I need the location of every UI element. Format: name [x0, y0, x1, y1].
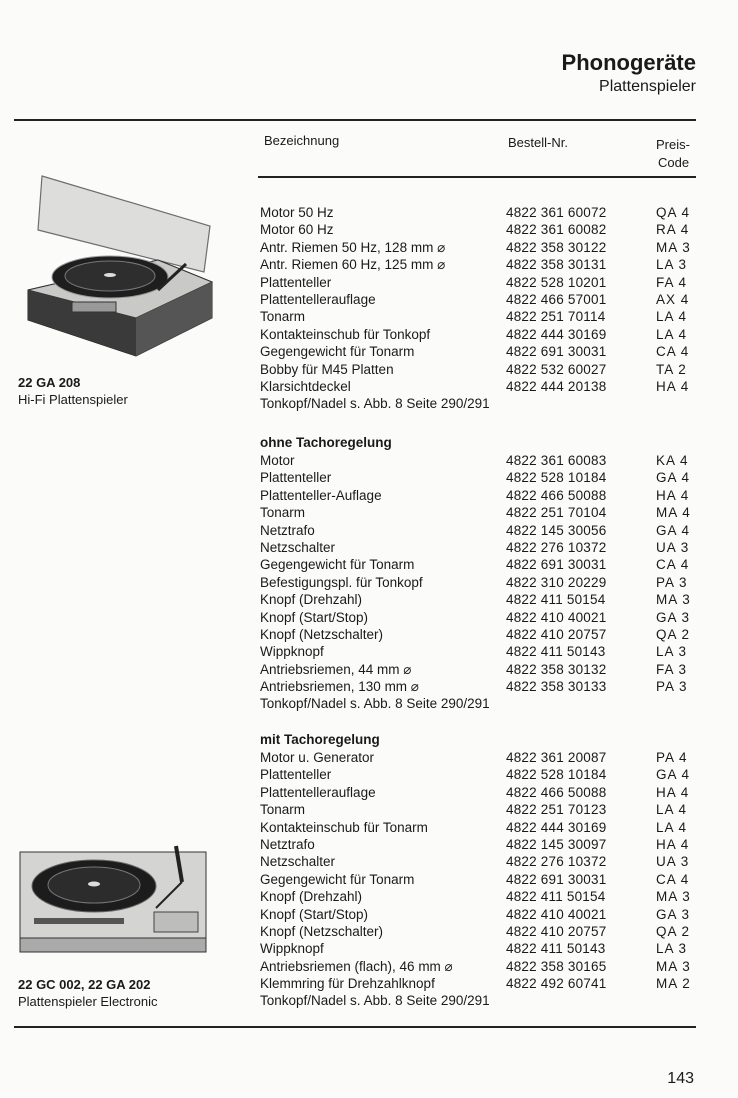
part-order-number: 4822 358 30133	[506, 679, 607, 695]
part-price-code: UA 3	[656, 854, 690, 870]
part-row	[260, 574, 700, 591]
part-row	[260, 766, 700, 783]
part-price-code: QA 2	[656, 626, 691, 642]
part-price-code: TA 2	[656, 361, 687, 377]
part-designation: Tonarm	[260, 505, 306, 521]
part-price-code: HA 4	[656, 784, 690, 800]
part-row	[260, 678, 700, 695]
part-designation: Netztrafo	[260, 836, 315, 852]
part-order-number: 4822 444 30169	[506, 819, 607, 835]
caption-model: 22 GA 208	[18, 375, 81, 390]
part-row	[260, 204, 700, 221]
part-price-code: MA 2	[656, 976, 691, 992]
part-designation: Motor	[260, 453, 295, 468]
part-price-code: CA 4	[656, 871, 690, 887]
part-order-number: 4822 361 60083	[506, 453, 607, 468]
part-price-code: FA 3	[656, 661, 688, 677]
part-price-code: GA 4	[656, 470, 691, 486]
part-row	[260, 871, 700, 888]
part-designation: Knopf (Drehzahl)	[260, 592, 363, 608]
part-designation: Kontakteinschub für Tonarm	[260, 819, 428, 835]
part-row	[260, 749, 700, 766]
part-order-number: 4822 466 57001	[506, 291, 607, 307]
part-row	[260, 378, 700, 395]
part-row	[260, 591, 700, 608]
part-row	[260, 626, 700, 643]
part-order-number: 4822 466 50088	[506, 487, 607, 503]
part-row	[260, 221, 700, 238]
part-designation: Netztrafo	[260, 522, 315, 538]
part-price-code: QA 2	[656, 923, 691, 939]
part-order-number: 4822 492 60741	[506, 976, 607, 992]
part-designation: Knopf (Netzschalter)	[260, 626, 384, 642]
part-price-code: UA 3	[656, 539, 690, 555]
parts-section-mit-tachoregelung	[260, 731, 700, 1009]
part-designation: Knopf (Drehzahl)	[260, 889, 363, 905]
part-order-number: 4822 410 20757	[506, 923, 607, 939]
part-price-code: CA 4	[656, 557, 690, 573]
part-order-number: 4822 276 10372	[506, 539, 607, 555]
part-designation: Motor 50 Hz	[260, 205, 334, 220]
part-order-number: 4822 466 50088	[506, 784, 607, 800]
part-price-code: GA 3	[656, 906, 691, 922]
part-price-code: LA 3	[656, 257, 688, 273]
part-row	[260, 661, 700, 678]
part-row	[260, 801, 700, 818]
part-designation: Tonarm	[260, 802, 306, 818]
part-price-code: GA 3	[656, 609, 691, 625]
part-designation: Gegengewicht für Tonarm	[260, 557, 415, 573]
part-order-number: 4822 528 10201	[506, 274, 607, 290]
part-price-code: CA 4	[656, 344, 690, 360]
part-order-number: 4822 444 30169	[506, 326, 607, 342]
part-order-number: 4822 251 70123	[506, 802, 607, 818]
part-designation: Plattenteller	[260, 274, 332, 290]
part-order-number: 4822 361 20087	[506, 750, 607, 765]
part-price-code: MA 4	[656, 505, 691, 521]
part-designation: Plattentellerauflage	[260, 291, 376, 307]
top-rule	[14, 119, 696, 121]
part-price-code: KA 4	[656, 453, 689, 468]
part-designation: Klemmring für Drehzahlknopf	[260, 976, 435, 992]
part-price-code: MA 3	[656, 958, 691, 974]
part-price-code: LA 3	[656, 644, 688, 660]
part-row	[260, 274, 700, 291]
part-row	[260, 958, 700, 975]
part-designation: Plattenteller	[260, 470, 332, 486]
part-designation: Wippknopf	[260, 644, 324, 660]
part-price-code: LA 4	[656, 819, 688, 835]
page-title: Phonogeräte	[561, 50, 696, 75]
part-price-code: HA 4	[656, 378, 690, 394]
part-order-number: 4822 145 30097	[506, 836, 607, 852]
part-order-number: 4822 145 30056	[506, 522, 607, 538]
parts-section-ohne-tachoregelung	[260, 434, 700, 712]
part-designation: Netzschalter	[260, 854, 336, 870]
part-price-code: MA 3	[656, 592, 691, 608]
part-price-code: LA 4	[656, 309, 688, 325]
page-subtitle: Plattenspieler	[599, 78, 696, 95]
part-order-number: 4822 528 10184	[506, 470, 607, 486]
part-designation: Bobby für M45 Platten	[260, 361, 394, 377]
part-row	[260, 556, 700, 573]
column-header-price-code-1: Preis-	[656, 137, 690, 152]
part-price-code: RA 4	[656, 222, 690, 238]
part-designation: Tonarm	[260, 309, 306, 325]
part-designation: Gegengewicht für Tonarm	[260, 871, 415, 887]
part-order-number: 4822 361 60082	[506, 222, 607, 238]
part-row	[260, 888, 700, 905]
part-price-code: MA 3	[656, 889, 691, 905]
part-order-number: 4822 276 10372	[506, 854, 607, 870]
part-row	[260, 609, 700, 626]
part-price-code: LA 4	[656, 326, 688, 342]
part-price-code: GA 4	[656, 522, 691, 538]
page-number: 143	[667, 1070, 694, 1087]
part-designation: Klarsichtdeckel	[260, 378, 351, 394]
part-row	[260, 853, 700, 870]
caption-model: 22 GC 002, 22 GA 202	[18, 977, 151, 992]
part-price-code: PA 4	[656, 750, 688, 765]
part-price-code: GA 4	[656, 767, 691, 783]
part-order-number: 4822 691 30031	[506, 344, 607, 360]
part-price-code: QA 4	[656, 205, 691, 220]
part-order-number: 4822 410 40021	[506, 609, 607, 625]
part-designation: Knopf (Start/Stop)	[260, 906, 369, 922]
part-price-code: PA 3	[656, 679, 688, 695]
part-row	[260, 343, 700, 360]
part-designation: Antriebsriemen, 130 mm ⌀	[260, 679, 419, 695]
part-designation: Knopf (Start/Stop)	[260, 609, 369, 625]
part-row	[260, 940, 700, 957]
part-order-number: 4822 358 30131	[506, 257, 607, 273]
section-heading: mit Tachoregelung	[260, 732, 380, 747]
part-order-number: 4822 528 10184	[506, 767, 607, 783]
section-note: Tonkopf/Nadel s. Abb. 8 Seite 290/291	[260, 993, 490, 1009]
part-order-number: 4822 691 30031	[506, 871, 607, 887]
part-price-code: LA 3	[656, 941, 688, 957]
part-row	[260, 784, 700, 801]
part-row	[260, 975, 700, 992]
section-heading: ohne Tachoregelung	[260, 435, 392, 450]
part-row	[260, 256, 700, 273]
turntable-photo-22ga208	[18, 172, 218, 360]
caption-22gc002	[18, 976, 157, 1010]
part-designation: Plattenteller-Auflage	[260, 487, 382, 503]
part-designation: Plattentellerauflage	[260, 784, 376, 800]
part-row	[260, 836, 700, 853]
part-row	[260, 923, 700, 940]
part-order-number: 4822 444 20138	[506, 378, 607, 394]
part-price-code: LA 4	[656, 802, 688, 818]
part-order-number: 4822 532 60027	[506, 361, 607, 377]
part-designation: Antr. Riemen 50 Hz, 128 mm ⌀	[260, 239, 446, 255]
part-row	[260, 326, 700, 343]
section-note: Tonkopf/Nadel s. Abb. 8 Seite 290/291	[260, 696, 490, 712]
part-designation: Wippknopf	[260, 941, 324, 957]
part-order-number: 4822 411 50143	[506, 941, 606, 957]
column-header-price-code-2: Code	[658, 155, 690, 170]
part-row	[260, 469, 700, 486]
part-order-number: 4822 691 30031	[506, 557, 607, 573]
part-row	[260, 487, 700, 504]
part-order-number: 4822 410 40021	[506, 906, 607, 922]
part-designation: Netzschalter	[260, 539, 336, 555]
part-price-code: MA 3	[656, 239, 691, 255]
part-order-number: 4822 251 70114	[506, 309, 606, 325]
part-row	[260, 819, 700, 836]
section-note: Tonkopf/Nadel s. Abb. 8 Seite 290/291	[260, 396, 490, 412]
part-designation: Knopf (Netzschalter)	[260, 923, 384, 939]
part-order-number: 4822 358 30122	[506, 239, 607, 255]
part-row	[260, 643, 700, 660]
part-order-number: 4822 358 30132	[506, 661, 607, 677]
part-row	[260, 452, 700, 469]
part-row	[260, 291, 700, 308]
part-row	[260, 522, 700, 539]
part-designation: Antriebsriemen (flach), 46 mm ⌀	[260, 958, 453, 974]
part-price-code: AX 4	[656, 291, 690, 307]
part-row	[260, 906, 700, 923]
part-row	[260, 504, 700, 521]
part-row	[260, 539, 700, 556]
bottom-rule	[14, 1026, 696, 1028]
part-designation: Antriebsriemen, 44 mm ⌀	[260, 661, 412, 677]
part-order-number: 4822 411 50143	[506, 644, 606, 660]
part-row	[260, 239, 700, 256]
caption-22ga208	[18, 374, 128, 408]
column-header-order-no: Bestell-Nr.	[508, 135, 568, 150]
part-order-number: 4822 411 50154	[506, 592, 606, 608]
part-order-number: 4822 358 30165	[506, 958, 607, 974]
part-designation: Befestigungspl. für Tonkopf	[260, 574, 423, 590]
part-price-code: FA 4	[656, 274, 688, 290]
part-order-number: 4822 310 20229	[506, 574, 607, 590]
part-designation: Motor u. Generator	[260, 750, 375, 765]
part-designation: Gegengewicht für Tonarm	[260, 344, 415, 360]
turntable-photo-22gc002	[14, 842, 214, 960]
caption-desc: Plattenspieler Electronic	[18, 994, 158, 1009]
part-row	[260, 361, 700, 378]
part-order-number: 4822 411 50154	[506, 889, 606, 905]
parts-section-general	[260, 204, 700, 412]
part-order-number: 4822 410 20757	[506, 626, 607, 642]
part-order-number: 4822 251 70104	[506, 505, 607, 521]
part-price-code: HA 4	[656, 836, 690, 852]
caption-desc: Hi-Fi Plattenspieler	[18, 392, 128, 407]
part-order-number: 4822 361 60072	[506, 205, 607, 220]
part-row	[260, 308, 700, 325]
part-designation: Antr. Riemen 60 Hz, 125 mm ⌀	[260, 257, 446, 273]
header-rule	[258, 176, 696, 178]
part-designation: Kontakteinschub für Tonkopf	[260, 326, 431, 342]
part-price-code: HA 4	[656, 487, 690, 503]
part-designation: Plattenteller	[260, 767, 332, 783]
column-header-designation: Bezeichnung	[264, 133, 340, 148]
part-price-code: PA 3	[656, 574, 688, 590]
part-designation: Motor 60 Hz	[260, 222, 334, 238]
